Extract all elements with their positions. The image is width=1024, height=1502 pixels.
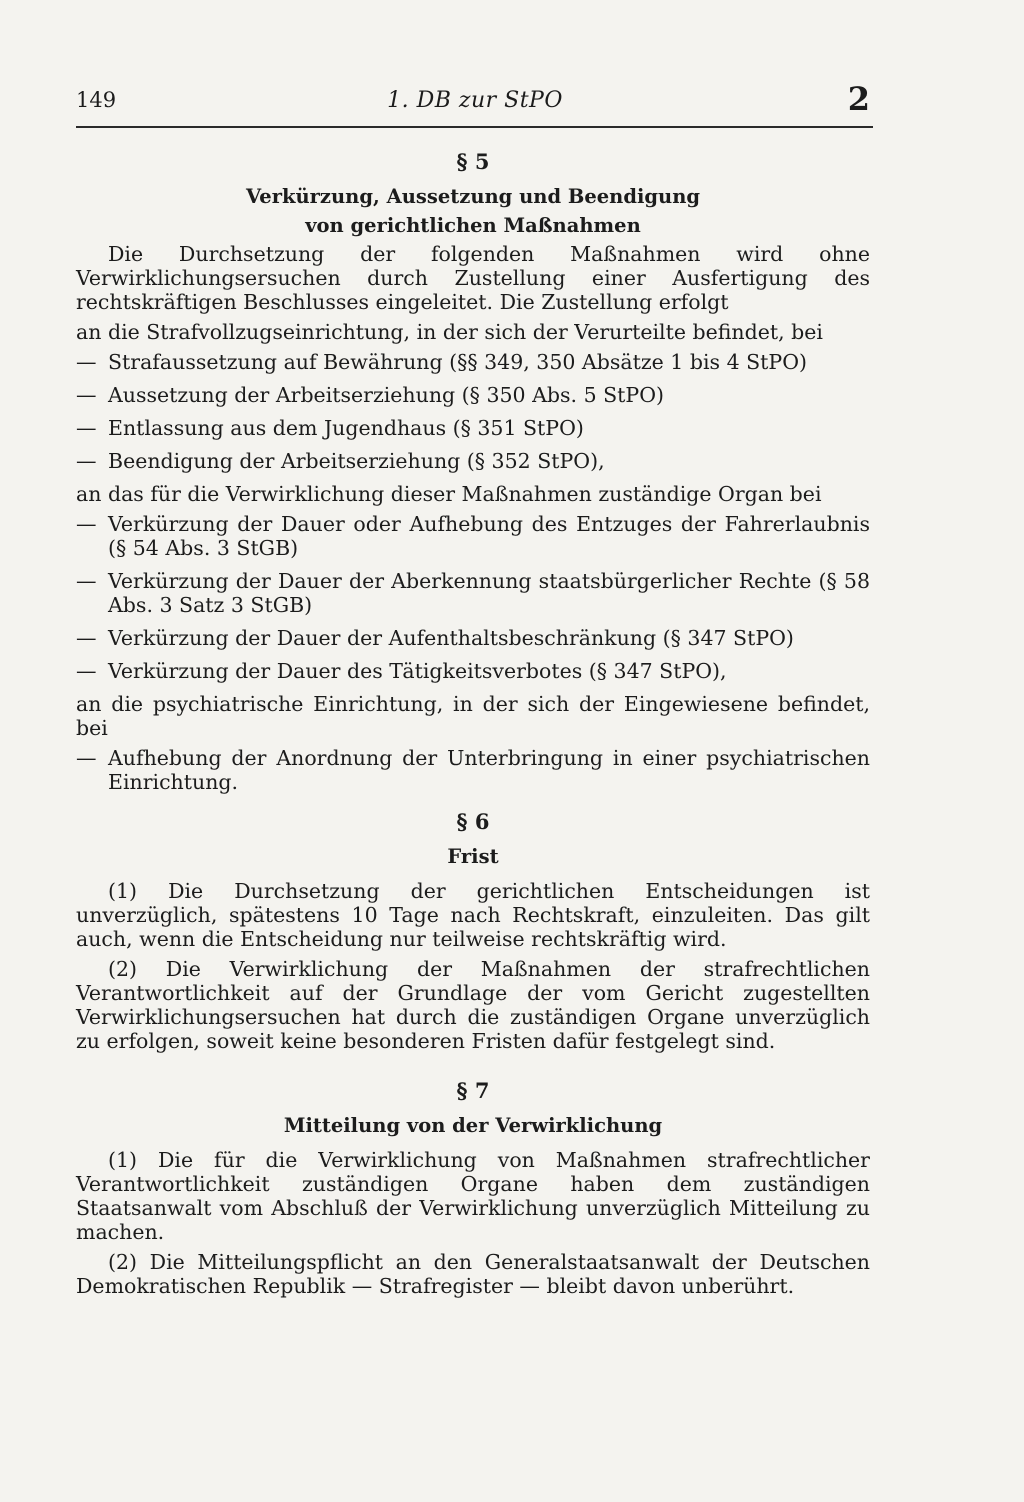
section-5-list-3 <box>76 746 870 794</box>
list-item: — Beendigung der Arbeitserziehung (§ 352 StPO), <box>76 449 870 473</box>
section-5-list-1 <box>76 350 870 473</box>
list-item: — Aufhebung der Anordnung der Unterbringung in einer psychiatrischen Einrichtung. <box>76 746 870 794</box>
running-title: 1. DB zur StPO <box>387 88 563 113</box>
header-rule <box>76 126 873 128</box>
list-item: — Verkürzung der Dauer der Aberkennung staatsbürgerlicher Rechte (§ 58 Abs. 3 Satz 3 StGB) <box>76 569 870 617</box>
list-item: — Aussetzung der Arbeitserziehung (§ 350 Abs. 5 StPO) <box>76 383 870 407</box>
section-5-lead-1: an die Strafvollzugseinrichtung, in der sich der Verurteilte befindet, bei <box>76 320 823 344</box>
section-6-number: § 6 <box>456 809 490 834</box>
list-item: — Verkürzung der Dauer der Aufenthaltsbeschränkung (§ 347 StPO) <box>76 626 870 650</box>
section-5-lead-2: an das für die Verwirklichung dieser Maßnahmen zuständige Organ bei <box>76 482 822 506</box>
section-6-paragraph-2: (2) Die Verwirklichung der Maßnahmen der strafrechtlichen Verantwortlichkeit auf der Grundlage der vom Gericht zugestellten Verwirklichungsersuchen hat durch die zuständigen Organe unverzüglich zu erfolgen, soweit keine besonderen Fristen dafür festgelegt sind. <box>76 957 870 1053</box>
section-6-paragraph-1: (1) Die Durchsetzung der gerichtlichen Entscheidungen ist unverzüglich, spätestens 10 Tage nach Rechtskraft, einzuleiten. Das gilt auch, wenn die Entscheidung nur teilweise rechtskräftig wird. <box>76 879 870 951</box>
section-7-title: Mitteilung von der Verwirklichung <box>283 1114 663 1137</box>
section-5-list-2 <box>76 512 870 683</box>
section-marker: 2 <box>847 80 870 118</box>
section-7-number: § 7 <box>456 1078 490 1103</box>
section-5-number: § 5 <box>456 149 490 174</box>
list-item: — Verkürzung der Dauer des Tätigkeitsverbotes (§ 347 StPO), <box>76 659 870 683</box>
section-5-intro: Die Durchsetzung der folgenden Maßnahmen wird ohne Verwirklichungsersuchen durch Zustellung einer Ausfertigung des rechtskräftigen Beschlusses eingeleitet. Die Zustellung erfolgt <box>76 242 870 314</box>
section-5-title-line-1: Verkürzung, Aussetzung und Beendigung <box>245 185 701 208</box>
page-body <box>76 150 870 1298</box>
list-item: — Verkürzung der Dauer oder Aufhebung des Entzuges der Fahrerlaubnis (§ 54 Abs. 3 StGB) <box>76 512 870 560</box>
section-5-lead-3: an die psychiatrische Einrichtung, in der sich der Eingewiesene befindet, bei <box>76 692 870 740</box>
section-7-paragraph-2: (2) Die Mitteilungspflicht an den Generalstaatsanwalt der Deutschen Demokratischen Republik — Strafregister — bleibt davon unberührt. <box>76 1250 870 1298</box>
section-6-title: Frist <box>447 845 499 868</box>
page-number: 149 <box>76 88 117 112</box>
section-5-title-line-2: von gerichtlichen Maßnahmen <box>305 214 641 237</box>
list-item: — Entlassung aus dem Jugendhaus (§ 351 StPO) <box>76 416 870 440</box>
list-item: — Strafaussetzung auf Bewährung (§§ 349, 350 Absätze 1 bis 4 StPO) <box>76 350 870 374</box>
page-header <box>76 80 874 124</box>
section-7-paragraph-1: (1) Die für die Verwirklichung von Maßnahmen strafrechtlicher Verantwortlichkeit zuständigen Organe haben dem zuständigen Staatsanwalt vom Abschluß der Verwirklichung unverzüglich Mitteilung zu machen. <box>76 1148 870 1244</box>
